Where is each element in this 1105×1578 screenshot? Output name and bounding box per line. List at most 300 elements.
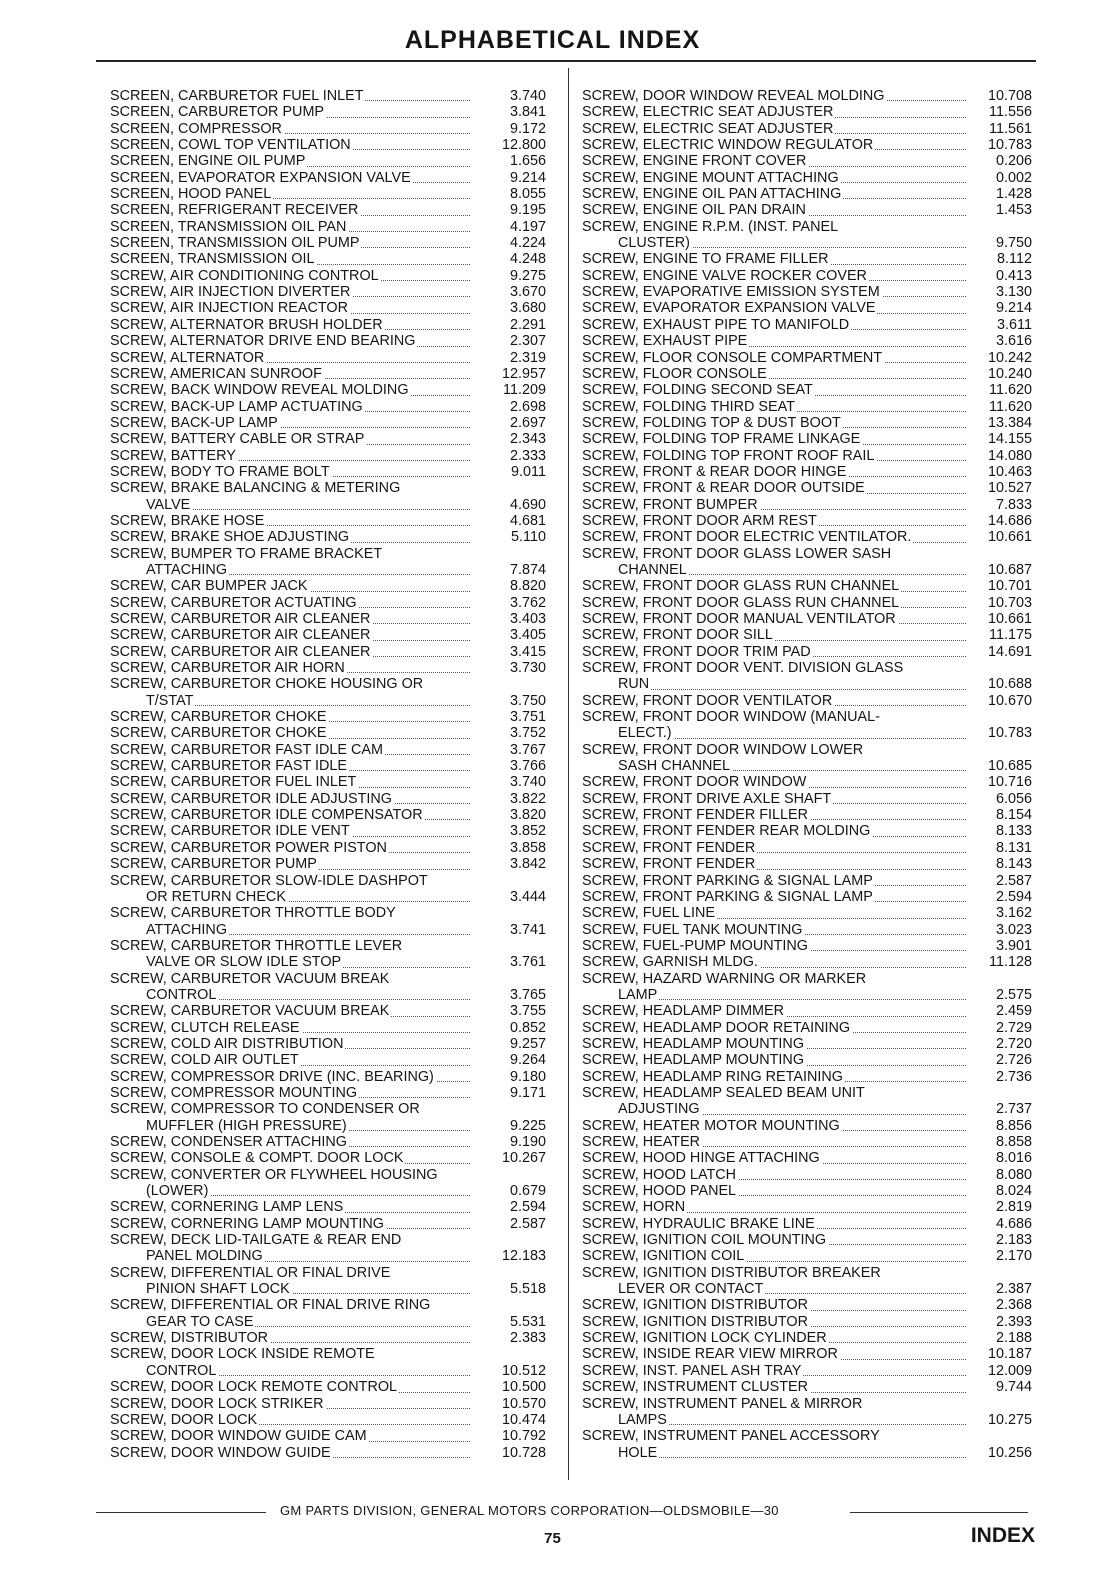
entry-page-ref: 14.686 <box>987 512 1032 529</box>
entry-label: SCREW, FRONT DOOR MANUAL VENTILATOR <box>582 611 966 627</box>
entry-page-ref: 9.264 <box>509 1052 546 1069</box>
index-entry <box>110 1232 556 1248</box>
entry-label: SCREW, FLOOR CONSOLE COMPARTMENT <box>582 350 966 366</box>
entry-page-ref: 2.393 <box>995 1313 1032 1330</box>
entry-label: SCREW, ENGINE VALVE ROCKER COVER <box>582 268 966 284</box>
entry-page-ref: 3.740 <box>509 88 546 104</box>
index-entry <box>110 938 556 954</box>
entry-page-ref: 10.688 <box>987 676 1032 693</box>
index-entry <box>110 546 556 562</box>
entry-label: SCREW, AMERICAN SUNROOF <box>110 366 470 382</box>
entry-label: SCREW, ENGINE OIL PAN ATTACHING <box>582 186 966 202</box>
entry-label: SCREW, FOLDING TOP & DUST BOOT <box>582 415 966 431</box>
entry-page-ref: 3.670 <box>509 284 546 301</box>
entry-page-ref: 3.858 <box>509 839 546 856</box>
entry-label: SCREEN, HOOD PANEL <box>110 186 470 202</box>
entry-page-ref: 2.587 <box>509 1215 546 1232</box>
entry-label: SCREW, BRAKE BALANCING & METERING <box>110 480 401 497</box>
entry-page-ref: 10.687 <box>987 561 1032 578</box>
entry-label: SCREEN, TRANSMISSION OIL PUMP <box>110 235 470 251</box>
entry-label: SCREW, BATTERY CABLE OR STRAP <box>110 431 470 447</box>
entry-label: SCREW, COLD AIR OUTLET <box>110 1052 470 1068</box>
section-tag: INDEX <box>970 1524 1035 1547</box>
entry-label: SCREW, DOOR WINDOW GUIDE CAM <box>110 1428 470 1444</box>
entry-page-ref: 3.762 <box>509 594 546 611</box>
entry-label: SCREW, CARBURETOR CHOKE <box>110 709 470 725</box>
entry-label: MUFFLER (HIGH PRESSURE) <box>146 1118 470 1134</box>
index-entry <box>582 742 1032 758</box>
index-column-left <box>110 88 556 1461</box>
entry-label: SCREW, ELECTRIC SEAT ADJUSTER <box>582 104 966 120</box>
index-entry <box>110 627 556 643</box>
index-entry <box>110 1379 556 1395</box>
footer-rule-left <box>96 1512 266 1513</box>
entry-label: SCREW, CARBURETOR FUEL INLET <box>110 774 470 790</box>
entry-page-ref: 10.500 <box>501 1379 546 1396</box>
index-entry <box>110 186 556 202</box>
entry-page-ref: 0.206 <box>995 153 1032 170</box>
entry-label: SCREW, COLD AIR DISTRIBUTION <box>110 1036 470 1052</box>
entry-label: SCREW, IGNITION LOCK CYLINDER <box>582 1330 966 1346</box>
index-entry <box>110 1445 556 1461</box>
entry-page-ref: 10.661 <box>987 611 1032 627</box>
entry-label: SCREW, COMPRESSOR TO CONDENSER OR <box>110 1101 420 1118</box>
entry-label: SCREW, CARBURETOR AIR CLEANER <box>110 611 470 627</box>
index-entry <box>110 448 556 464</box>
index-entry <box>582 350 1032 366</box>
entry-label: SCREW, IGNITION COIL <box>582 1248 966 1264</box>
entry-page-ref: 10.267 <box>501 1150 546 1167</box>
entry-page-ref: 3.741 <box>509 921 546 938</box>
index-entry <box>110 431 556 447</box>
index-entry <box>582 170 1032 186</box>
entry-label: SCREW, CARBURETOR PUMP <box>110 856 470 872</box>
index-entry <box>582 1118 1032 1134</box>
entry-label: SCREW, FOLDING THIRD SEAT <box>582 399 966 415</box>
entry-label: SCREEN, CARBURETOR PUMP <box>110 104 470 120</box>
entry-page-ref: 10.242 <box>987 349 1032 366</box>
entry-label: SCREEN, COMPRESSOR <box>110 121 470 137</box>
index-entry <box>110 121 556 137</box>
entry-label: SCREW, CARBURETOR IDLE ADJUSTING <box>110 791 470 807</box>
entry-label: SCREW, CAR BUMPER JACK <box>110 578 470 594</box>
footer-rule-right <box>850 1512 1028 1513</box>
entry-label: SCREW, CARBURETOR FAST IDLE CAM <box>110 742 470 758</box>
index-entry <box>582 333 1032 349</box>
entry-label: SCREW, BACK-UP LAMP <box>110 415 470 431</box>
index-entry <box>110 1052 556 1068</box>
entry-label: SCREW, HYDRAULIC BRAKE LINE <box>582 1216 966 1232</box>
entry-label: SCREW, FRONT PARKING & SIGNAL LAMP <box>582 873 966 889</box>
index-entry <box>582 1199 1032 1215</box>
entry-label: SCREW, ENGINE TO FRAME FILLER <box>582 251 966 267</box>
entry-page-ref: 9.172 <box>509 120 546 137</box>
entry-page-ref: 3.751 <box>509 709 546 726</box>
index-entry <box>110 513 556 529</box>
entry-label: SCREW, IGNITION COIL MOUNTING <box>582 1232 966 1248</box>
index-entry <box>582 121 1032 137</box>
index-entry <box>582 758 1032 774</box>
index-entry <box>110 1085 556 1101</box>
entry-page-ref: 10.474 <box>501 1411 546 1428</box>
entry-page-ref: 0.413 <box>995 267 1032 284</box>
entry-page-ref: 8.055 <box>509 186 546 203</box>
entry-page-ref: 2.697 <box>509 414 546 431</box>
entry-label: SCREW, BATTERY <box>110 448 470 464</box>
title-rule <box>96 60 1036 62</box>
index-entry <box>582 300 1032 316</box>
entry-page-ref: 2.188 <box>995 1330 1032 1347</box>
entry-label: SCREW, FRONT FENDER FILLER <box>582 807 966 823</box>
entry-label: CONTROL <box>146 1363 470 1379</box>
entry-page-ref: 2.575 <box>995 986 1032 1003</box>
entry-label: SCREW, CORNERING LAMP MOUNTING <box>110 1216 470 1232</box>
entry-page-ref: 3.752 <box>509 725 546 742</box>
entry-label: SCREW, HEADLAMP DOOR RETAINING <box>582 1020 966 1036</box>
entry-page-ref: 2.737 <box>995 1101 1032 1118</box>
entry-label: PINION SHAFT LOCK <box>146 1281 470 1297</box>
entry-label: SCREW, FUEL LINE <box>582 905 966 921</box>
entry-page-ref: 10.708 <box>987 88 1032 104</box>
entry-page-ref: 2.368 <box>995 1297 1032 1314</box>
index-entry <box>110 104 556 120</box>
entry-label: CONTROL <box>146 987 470 1003</box>
entry-label: SCREW, CONSOLE & COMPT. DOOR LOCK <box>110 1150 470 1166</box>
entry-page-ref: 3.415 <box>509 643 546 660</box>
index-entry <box>110 1346 556 1362</box>
index-entry <box>110 774 556 790</box>
index-entry <box>582 807 1032 823</box>
entry-label: SCREW, FUEL TANK MOUNTING <box>582 922 966 938</box>
index-entry <box>110 1297 556 1313</box>
index-entry <box>582 1428 1032 1444</box>
entry-page-ref: 8.858 <box>995 1134 1032 1150</box>
entry-label: SCREW, CONDENSER ATTACHING <box>110 1134 470 1150</box>
entry-label: SCREW, HOOD LATCH <box>582 1167 966 1183</box>
entry-page-ref: 3.616 <box>995 333 1032 350</box>
index-entry <box>110 709 556 725</box>
index-entry <box>110 971 556 987</box>
index-entry <box>110 251 556 267</box>
entry-page-ref: 7.874 <box>509 561 546 578</box>
index-entry <box>110 742 556 758</box>
index-entry <box>110 399 556 415</box>
entry-label: SCREW, EVAPORATOR EXPANSION VALVE <box>582 300 966 316</box>
entry-page-ref: 3.852 <box>509 823 546 840</box>
index-entry <box>582 366 1032 382</box>
entry-label: SCREEN, EVAPORATOR EXPANSION VALVE <box>110 170 470 186</box>
entry-page-ref: 7.833 <box>995 496 1032 513</box>
entry-page-ref: 9.225 <box>509 1117 546 1134</box>
index-entry <box>110 284 556 300</box>
index-entry <box>582 1281 1032 1297</box>
entry-label: SCREW, FRONT DOOR GLASS RUN CHANNEL <box>582 595 966 611</box>
entry-page-ref: 2.291 <box>509 316 546 333</box>
entry-label: OR RETURN CHECK <box>146 889 470 905</box>
entry-page-ref: 2.170 <box>995 1248 1032 1265</box>
entry-label: SCREW, COMPRESSOR MOUNTING <box>110 1085 470 1101</box>
entry-page-ref: 2.736 <box>995 1068 1032 1085</box>
index-entry <box>582 431 1032 447</box>
entry-label: SCREW, ENGINE FRONT COVER <box>582 153 966 169</box>
index-entry <box>110 758 556 774</box>
index-entry <box>582 1396 1032 1412</box>
entry-label: SCREW, CARBURETOR AIR CLEANER <box>110 627 470 643</box>
entry-label: CHANNEL <box>618 562 966 578</box>
index-entry <box>582 153 1032 169</box>
index-entry <box>582 611 1032 627</box>
entry-label: SCREW, DOOR LOCK INSIDE REMOTE <box>110 1346 375 1363</box>
index-entry <box>582 922 1032 938</box>
entry-page-ref: 0.679 <box>509 1183 546 1200</box>
entry-label: SCREW, FRONT DOOR GLASS RUN CHANNEL <box>582 578 966 594</box>
entry-page-ref: 14.155 <box>987 431 1032 448</box>
index-entry <box>110 1330 556 1346</box>
entry-label: SCREW, FRONT DOOR ARM REST <box>582 513 966 529</box>
index-entry <box>582 1150 1032 1166</box>
entry-page-ref: 3.767 <box>509 741 546 758</box>
entry-label: SCREW, INSTRUMENT PANEL ACCESSORY <box>582 1428 880 1445</box>
entry-page-ref: 3.761 <box>509 954 546 971</box>
entry-page-ref: 4.224 <box>509 235 546 252</box>
entry-label: SCREW, FRONT DOOR GLASS LOWER SASH <box>582 545 892 562</box>
entry-page-ref: 10.512 <box>501 1362 546 1379</box>
index-entry <box>110 1003 556 1019</box>
index-entry <box>582 791 1032 807</box>
entry-label: SCREW, IGNITION DISTRIBUTOR <box>582 1297 966 1313</box>
index-entry <box>110 644 556 660</box>
entry-label: SCREW, DOOR WINDOW REVEAL MOLDING <box>582 88 966 104</box>
index-entry <box>582 219 1032 235</box>
entry-page-ref: 10.728 <box>501 1444 546 1461</box>
entry-label: SCREW, FRONT DOOR WINDOW (MANUAL- <box>582 709 880 726</box>
index-entry <box>582 1036 1032 1052</box>
entry-page-ref: 3.403 <box>509 611 546 627</box>
entry-label: SCREW, HOOD PANEL <box>582 1183 966 1199</box>
entry-page-ref: 2.333 <box>509 447 546 464</box>
index-entry <box>110 333 556 349</box>
entry-label: SCREW, ALTERNATOR BRUSH HOLDER <box>110 317 470 333</box>
entry-label: SCREEN, TRANSMISSION OIL PAN <box>110 219 470 235</box>
entry-page-ref: 9.171 <box>509 1084 546 1101</box>
index-entry <box>582 971 1032 987</box>
page-title: ALPHABETICAL INDEX <box>404 26 701 54</box>
entry-label: ADJUSTING <box>618 1101 966 1117</box>
entry-label: SCREW, EXHAUST PIPE <box>582 333 966 349</box>
entry-label: SCREW, FRONT DOOR ELECTRIC VENTILATOR. <box>582 529 966 545</box>
entry-page-ref: 2.594 <box>509 1199 546 1216</box>
entry-label: SCREW, FRONT BUMPER <box>582 497 966 513</box>
entry-page-ref: 9.011 <box>511 463 546 480</box>
index-entry <box>110 595 556 611</box>
index-entry <box>582 415 1032 431</box>
entry-page-ref: 0.852 <box>509 1019 546 1036</box>
entry-page-ref: 3.842 <box>509 856 546 873</box>
index-entry <box>110 660 556 676</box>
index-entry <box>110 1020 556 1036</box>
index-entry <box>582 186 1032 202</box>
entry-page-ref: 10.527 <box>987 480 1032 497</box>
entry-label: SCREW, ENGINE R.P.M. (INST. PANEL <box>582 218 839 235</box>
entry-label: LEVER OR CONTACT <box>618 1281 966 1297</box>
index-entry <box>582 1346 1032 1362</box>
entry-page-ref: 3.405 <box>509 627 546 644</box>
entry-label: SCREW, ALTERNATOR <box>110 350 470 366</box>
entry-label: SCREW, DISTRIBUTOR <box>110 1330 470 1346</box>
entry-label: SCREW, HEADLAMP SEALED BEAM UNIT <box>582 1084 865 1101</box>
entry-page-ref: 3.841 <box>509 104 546 121</box>
entry-page-ref: 1.428 <box>995 186 1032 203</box>
entry-page-ref: 8.112 <box>997 251 1032 268</box>
index-entry <box>582 562 1032 578</box>
index-entry <box>582 546 1032 562</box>
entry-label: SCREEN, CARBURETOR FUEL INLET <box>110 88 470 104</box>
index-entry <box>110 317 556 333</box>
entry-page-ref: 13.384 <box>987 414 1032 431</box>
entry-label: ELECT.) <box>618 725 966 741</box>
entry-page-ref: 12.800 <box>501 137 546 154</box>
index-entry <box>110 987 556 1003</box>
entry-page-ref: 10.256 <box>987 1444 1032 1461</box>
column-divider <box>568 68 569 1480</box>
entry-label: SCREW, DIFFERENTIAL OR FINAL DRIVE RING <box>110 1297 431 1314</box>
entry-label: SCREW, CARBURETOR THROTTLE LEVER <box>110 937 403 954</box>
index-entry <box>582 480 1032 496</box>
entry-page-ref: 2.729 <box>995 1019 1032 1036</box>
entry-page-ref: 10.661 <box>987 529 1032 546</box>
entry-label: SCREW, CONVERTER OR FLYWHEEL HOUSING <box>110 1166 438 1183</box>
index-entry <box>582 529 1032 545</box>
index-entry <box>110 578 556 594</box>
entry-label: SCREW, HOOD HINGE ATTACHING <box>582 1150 966 1166</box>
entry-page-ref: 10.701 <box>987 578 1032 595</box>
entry-label: SCREW, CARBURETOR THROTTLE BODY <box>110 905 396 922</box>
index-entry <box>582 725 1032 741</box>
entry-page-ref: 2.459 <box>995 1003 1032 1020</box>
index-entry <box>582 235 1032 251</box>
entry-label: SCREW, HEATER <box>582 1134 966 1150</box>
entry-label: SCREW, DOOR WINDOW GUIDE <box>110 1445 470 1461</box>
index-entry <box>110 1036 556 1052</box>
entry-page-ref: 12.183 <box>501 1248 546 1265</box>
index-entry <box>110 480 556 496</box>
index-entry <box>110 300 556 316</box>
entry-page-ref: 4.681 <box>509 512 546 529</box>
entry-label: SCREW, HAZARD WARNING OR MARKER <box>582 970 867 987</box>
index-entry <box>110 823 556 839</box>
entry-page-ref: 1.453 <box>995 202 1032 219</box>
index-entry <box>582 137 1032 153</box>
entry-page-ref: 3.023 <box>995 921 1032 938</box>
index-entry <box>582 1297 1032 1313</box>
entry-page-ref: 1.656 <box>509 153 546 170</box>
index-entry <box>110 1396 556 1412</box>
index-entry <box>110 1363 556 1379</box>
index-entry <box>110 1314 556 1330</box>
entry-label: SCREW, BACK-UP LAMP ACTUATING <box>110 399 470 415</box>
index-entry <box>582 497 1032 513</box>
index-entry <box>582 1248 1032 1264</box>
index-entry <box>110 268 556 284</box>
entry-page-ref: 5.110 <box>511 529 546 546</box>
entry-label: SCREW, EVAPORATIVE EMISSION SYSTEM <box>582 284 966 300</box>
index-entry <box>110 807 556 823</box>
entry-label: SCREW, CARBURETOR ACTUATING <box>110 595 470 611</box>
entry-label: SCREEN, TRANSMISSION OIL <box>110 251 470 267</box>
entry-label: CLUSTER) <box>618 235 966 251</box>
entry-label: SCREW, CARBURETOR AIR HORN <box>110 660 470 676</box>
index-entry <box>110 1412 556 1428</box>
index-entry <box>582 317 1032 333</box>
index-entry <box>110 88 556 104</box>
index-entry <box>110 529 556 545</box>
index-entry <box>582 774 1032 790</box>
index-entry <box>110 137 556 153</box>
entry-page-ref: 10.792 <box>501 1428 546 1445</box>
entry-label: SCREW, HEADLAMP MOUNTING <box>582 1052 966 1068</box>
entry-page-ref: 10.240 <box>987 365 1032 382</box>
entry-label: SCREW, HEADLAMP RING RETAINING <box>582 1069 966 1085</box>
entry-label: SCREW, AIR CONDITIONING CONTROL <box>110 268 470 284</box>
index-entry <box>110 1101 556 1117</box>
index-entry <box>582 938 1032 954</box>
entry-page-ref: 11.556 <box>989 104 1032 121</box>
entry-label: HOLE <box>618 1445 966 1461</box>
entry-page-ref: 14.691 <box>987 643 1032 660</box>
entry-label: SCREW, HEATER MOTOR MOUNTING <box>582 1118 966 1134</box>
index-entry <box>582 627 1032 643</box>
index-entry <box>582 954 1032 970</box>
entry-label: SCREW, FLOOR CONSOLE <box>582 366 966 382</box>
index-entry <box>110 202 556 218</box>
index-entry <box>582 202 1032 218</box>
entry-label: SCREEN, COWL TOP VENTILATION <box>110 137 470 153</box>
index-entry <box>582 644 1032 660</box>
entry-label: SCREW, CARBURETOR IDLE VENT <box>110 823 470 839</box>
index-entry <box>582 251 1032 267</box>
entry-page-ref: 5.531 <box>509 1313 546 1330</box>
entry-page-ref: 11.620 <box>989 382 1032 399</box>
entry-page-ref: 9.214 <box>509 169 546 186</box>
index-entry <box>582 1085 1032 1101</box>
entry-label: SCREW, FRONT FENDER <box>582 856 966 872</box>
entry-label: SCREW, INST. PANEL ASH TRAY <box>582 1363 966 1379</box>
entry-label: SCREW, FRONT & REAR DOOR HINGE <box>582 464 966 480</box>
entry-label: GEAR TO CASE <box>146 1314 470 1330</box>
entry-page-ref: 8.154 <box>995 807 1032 824</box>
entry-label: SCREW, CARBURETOR CHOKE HOUSING OR <box>110 676 424 693</box>
entry-page-ref: 8.143 <box>995 856 1032 873</box>
entry-page-ref: 2.319 <box>509 349 546 366</box>
index-entry <box>110 497 556 513</box>
entry-page-ref: 14.080 <box>987 447 1032 464</box>
entry-label: SCREW, FOLDING TOP FRAME LINKAGE <box>582 431 966 447</box>
index-entry <box>110 676 556 692</box>
entry-label: ATTACHING <box>146 922 470 938</box>
entry-label: (LOWER) <box>146 1183 470 1199</box>
entry-label: SCREW, HORN <box>582 1199 966 1215</box>
entry-page-ref: 9.190 <box>509 1134 546 1150</box>
entry-label: SCREW, ENGINE OIL PAN DRAIN <box>582 202 966 218</box>
index-entry <box>110 1428 556 1444</box>
index-entry <box>110 382 556 398</box>
entry-label: SCREW, IGNITION DISTRIBUTOR BREAKER <box>582 1264 881 1281</box>
index-entry <box>110 1167 556 1183</box>
entry-label: SCREW, BRAKE SHOE ADJUSTING <box>110 529 470 545</box>
index-entry <box>110 954 556 970</box>
entry-page-ref: 9.214 <box>995 300 1032 317</box>
entry-page-ref: 8.080 <box>995 1166 1032 1183</box>
